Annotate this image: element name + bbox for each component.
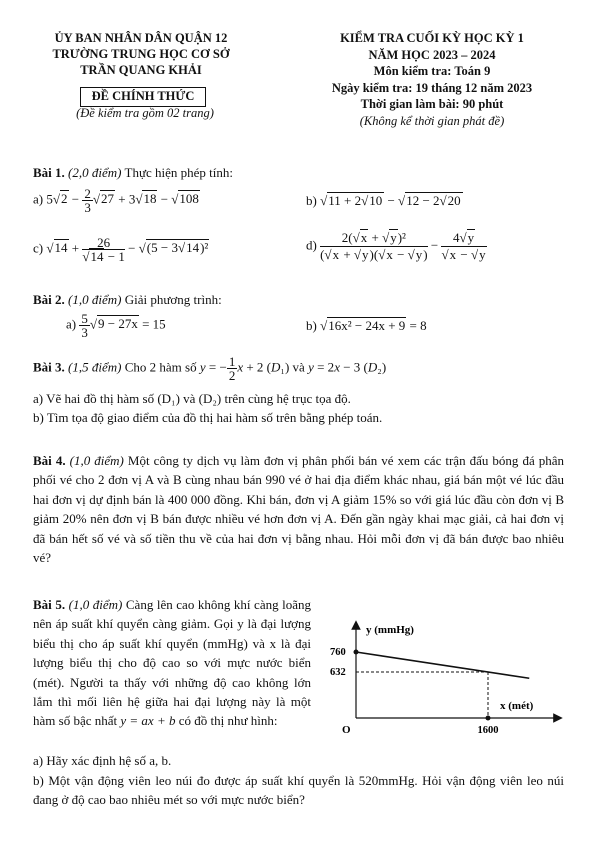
exam-date: Ngày kiểm tra: 19 tháng 12 năm 2023 <box>331 80 533 95</box>
y-axis-label: y (mmHg) <box>366 624 414 636</box>
header-left <box>30 30 252 78</box>
data-line <box>356 652 529 678</box>
duration-note: (Không kể thời gian phát đề) <box>359 113 505 128</box>
q5-b: b) Một vận động viên leo núi đo được áp suất khí quyển là 520mmHg. Hỏi vận động viên leo núi đang ở độ cao bao nhiêu mét so với mực nước biển? <box>33 773 564 808</box>
exam-title: KIỂM TRA CUỐI KỲ HỌC KỲ 1 <box>340 31 524 45</box>
q1-d: d) $\frac{\text{2(√x + √y)²}}{(√x + √y)(√x - √y)}$ − $\frac{4√y}{√x - √y}$ <box>306 230 486 262</box>
y-tick-760: 760 <box>330 647 346 658</box>
school-line1: TRƯỜNG TRUNG HỌC CƠ SỞ <box>52 47 230 61</box>
header-right <box>292 30 572 129</box>
q1-a: a) 5√2 − $\frac{2}{3}$ √27 + 3√18 − √108 <box>33 186 199 215</box>
q5-paragraph: Bài 5. (1,0 điểm) Càng lên cao không khí càng loãng nên áp suất khí quyển càng giảm. Gọi y là đại lượng biểu thị cho áp suất khí quyển (mmHg) và x là đại lượng biểu thị cho độ cao so với mực nước biển (mét). Người ta thấy với những độ cao không lớn lắm thì mối liên hệ giữa hai đại lượng này là một hàm số bậc nhất y = ax + b có đồ thị như hình: <box>33 597 312 729</box>
data-point-0 <box>354 650 359 655</box>
q1-c: c) √14 + $\frac{26}{√14 - 1}$ − √(5 − 3√14)² <box>33 235 209 264</box>
school-year: NĂM HỌC 2023 – 2024 <box>368 47 496 62</box>
y-tick-632: 632 <box>330 667 346 678</box>
pages-note: (Đề kiểm tra gồm 02 trang) <box>76 106 214 120</box>
x-axis-label: x (mét) <box>500 700 534 712</box>
q1-heading: Bài 1. (2,0 điểm) Thực hiện phép tính: <box>33 165 233 180</box>
q5-a: a) Hãy xác định hệ số a, b. <box>33 753 172 768</box>
q2-heading: Bài 2. (1,0 điểm) Giải phương trình: <box>33 292 222 307</box>
q3-heading: Bài 3. (1,5 điểm) Cho 2 hàm số y = − $\frac{1}{2}$ x + 2 (D₁) và y = 2x − 3 (D₂) <box>33 354 387 383</box>
official-exam-box: ĐỀ CHÍNH THỨC <box>80 87 206 107</box>
data-point-1 <box>486 716 491 721</box>
x-tick-1600: 1600 <box>477 725 499 736</box>
origin-label: O <box>342 724 351 736</box>
subject: Môn kiểm tra: Toán 9 <box>373 64 491 78</box>
school-line2: TRẦN QUANG KHẢI <box>80 63 202 77</box>
q4-paragraph: Bài 4. (1,0 điểm) Một công ty dịch vụ làm đơn vị phân phối bán vé xem các trận đấu bóng đá phân phối vé cho 2 đơn vị A và B cùng nhau bán 990 vé ở hai địa điểm khác nhau, giá bán một vé lúc đầu hai đơn vị dự định bán là 400 000 đồng. Khi bán, đơn vị A giảm 15% so với giá lúc đầu còn đơn vị B giảm 20% nên đơn vị B bán được nhiều vé hơn đơn vị A. Đến gần ngày khai mạc giải, cả hai đơn vị đã bán hết số vé và số tiền thu về của hai đơn vị bằng nhau. Hỏi mỗi đơn vị đã bán được bao nhiêu vé? <box>33 453 565 566</box>
q3-a: a) Vẽ hai đồ thị hàm số (D₁) và (D₂) trên cùng hệ trục tọa độ. <box>33 391 351 406</box>
q1-b: b) √11 + 2√10 − √12 − 2√20 <box>306 193 461 208</box>
q2-a: a) $\frac{5}{3}$ √9 − 27x = 15 <box>66 311 166 340</box>
district-name: ỦY BAN NHÂN DÂN QUẬN 12 <box>54 31 228 45</box>
pressure-altitude-chart <box>320 615 570 740</box>
q3-b: b) Tìm tọa độ giao điểm của đồ thị hai hàm số trên bằng phép toán. <box>33 410 383 425</box>
q2-b: b) √16x² − 24x + 9 = 8 <box>306 318 427 333</box>
duration: Thời gian làm bài: 90 phút <box>360 97 504 111</box>
